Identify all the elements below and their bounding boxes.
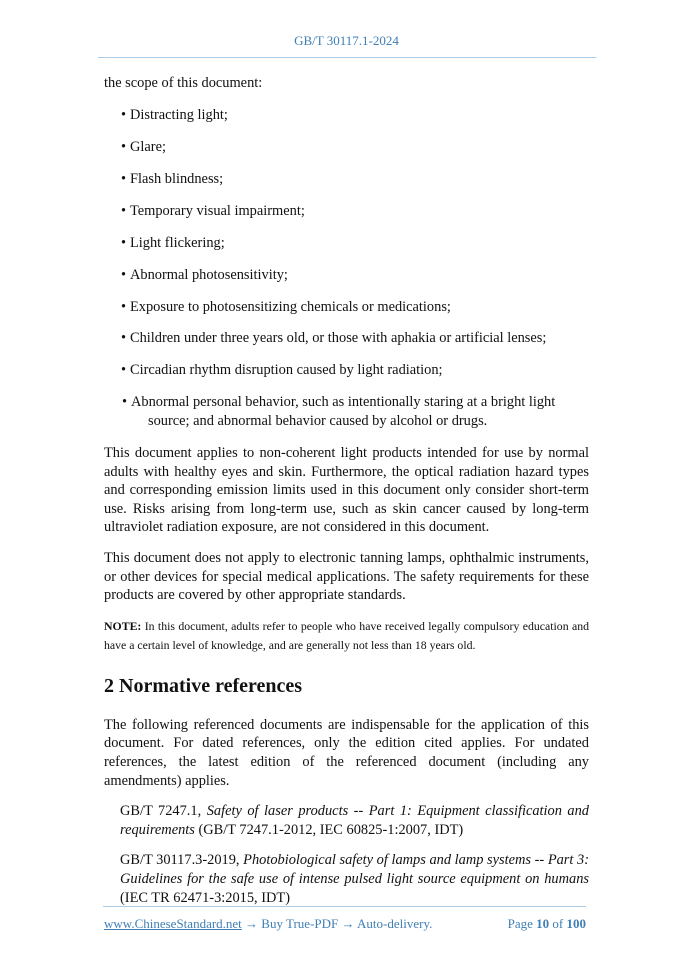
list-item: • Temporary visual impairment; bbox=[121, 202, 305, 219]
bullet-icon: • bbox=[121, 106, 127, 123]
reference-item: GB/T 7247.1, Safety of laser products -- Part 1: Equipment classification and requirements (GB/T 7247.1-2012, IEC 60825-1:2007, IDT) bbox=[120, 803, 590, 838]
applicability-paragraph: This document applies to non-coherent light products intended for use by normal adults with healthy eyes and skin. Furthermore, the optical radiation hazard types and corresponding emission limits used in this document only consider short-term use. Risks arising from long-term use, such as skin cancer caused by long-term ultraviolet radiation exposure, are not considered in this document. bbox=[104, 445, 589, 536]
reference-title: Safety of laser products -- Part 1: Equipment classification and requirements bbox=[120, 803, 590, 838]
note-label: NOTE: bbox=[104, 618, 142, 633]
current-page: 10 bbox=[536, 916, 550, 931]
list-item: • Light flickering; bbox=[121, 234, 225, 251]
document-id-header: GB/T 30117.1-2024 bbox=[294, 33, 399, 48]
list-item: • Abnormal personal behavior, such as intentionally staring at a bright light source; and abnormal behavior caused by alcohol or drugs. bbox=[122, 394, 556, 430]
page-content bbox=[104, 74, 589, 919]
list-item: • Flash blindness; bbox=[121, 170, 224, 187]
buy-pdf-text: Buy True-PDF bbox=[261, 916, 339, 931]
bullet-icon: • bbox=[122, 394, 128, 411]
bullet-icon: • bbox=[121, 298, 127, 315]
non-applicability-paragraph: This document does not apply to electronic tanning lamps, ophthalmic instruments, or other devices for special medical applications. The safety requirements for these products are covered by other appropriate standards. bbox=[104, 550, 589, 604]
arrow-right-icon: → bbox=[338, 916, 358, 931]
arrow-right-icon: → bbox=[241, 916, 262, 931]
list-item: • Glare; bbox=[121, 138, 166, 155]
bullet-icon: • bbox=[121, 138, 127, 155]
bullet-icon: • bbox=[121, 330, 127, 347]
reference-title: Photobiological safety of lamps and lamp systems -- Part 3: Guidelines for the safe use of intense pulsed light source equipment on humans bbox=[120, 852, 589, 887]
total-pages: 100 bbox=[566, 916, 586, 931]
bullet-icon: • bbox=[121, 170, 127, 187]
site-link[interactable]: www.ChineseStandard.net bbox=[104, 916, 242, 931]
list-item: • Distracting light; bbox=[121, 106, 228, 123]
list-item: • Exposure to photosensitizing chemicals or medications; bbox=[121, 298, 451, 315]
bullet-icon: • bbox=[121, 234, 127, 251]
reference-item: GB/T 30117.3-2019, Photobiological safety of lamps and lamp systems -- Part 3: Guidelines for the safe use of intense pulsed light source equipment on humans (IEC TR 62471-3:2015, IDT) bbox=[120, 852, 589, 906]
bullet-icon: • bbox=[121, 266, 127, 283]
bullet-icon: • bbox=[121, 202, 127, 219]
scope-exclusion-list bbox=[104, 106, 589, 431]
list-item: • Abnormal photosensitivity; bbox=[121, 266, 288, 283]
note-text: In this document, adults refer to people who have received legally compulsory education and have a certain level of knowledge, and are generally not less than 18 years old. bbox=[104, 618, 589, 652]
bullet-icon: • bbox=[121, 362, 127, 379]
normative-intro: The following referenced documents are indispensable for the application of this document. For dated references, only the edition cited applies. For undated references, the latest edition of the referenced document (including any amendments) applies. bbox=[104, 716, 589, 789]
header-divider bbox=[98, 57, 596, 58]
auto-delivery-text: Auto-delivery. bbox=[357, 916, 433, 931]
list-item: • Circadian rhythm disruption caused by light radiation; bbox=[121, 362, 443, 379]
note-paragraph bbox=[104, 617, 589, 655]
footer-divider bbox=[103, 906, 586, 907]
footer-promo bbox=[104, 916, 432, 932]
scope-intro: the scope of this document: bbox=[104, 75, 263, 91]
list-item: • Children under three years old, or those with aphakia or artificial lenses; bbox=[121, 330, 547, 347]
section-heading: 2 Normative references bbox=[104, 674, 303, 697]
page-indicator: Page 10 of 100 bbox=[507, 916, 586, 931]
